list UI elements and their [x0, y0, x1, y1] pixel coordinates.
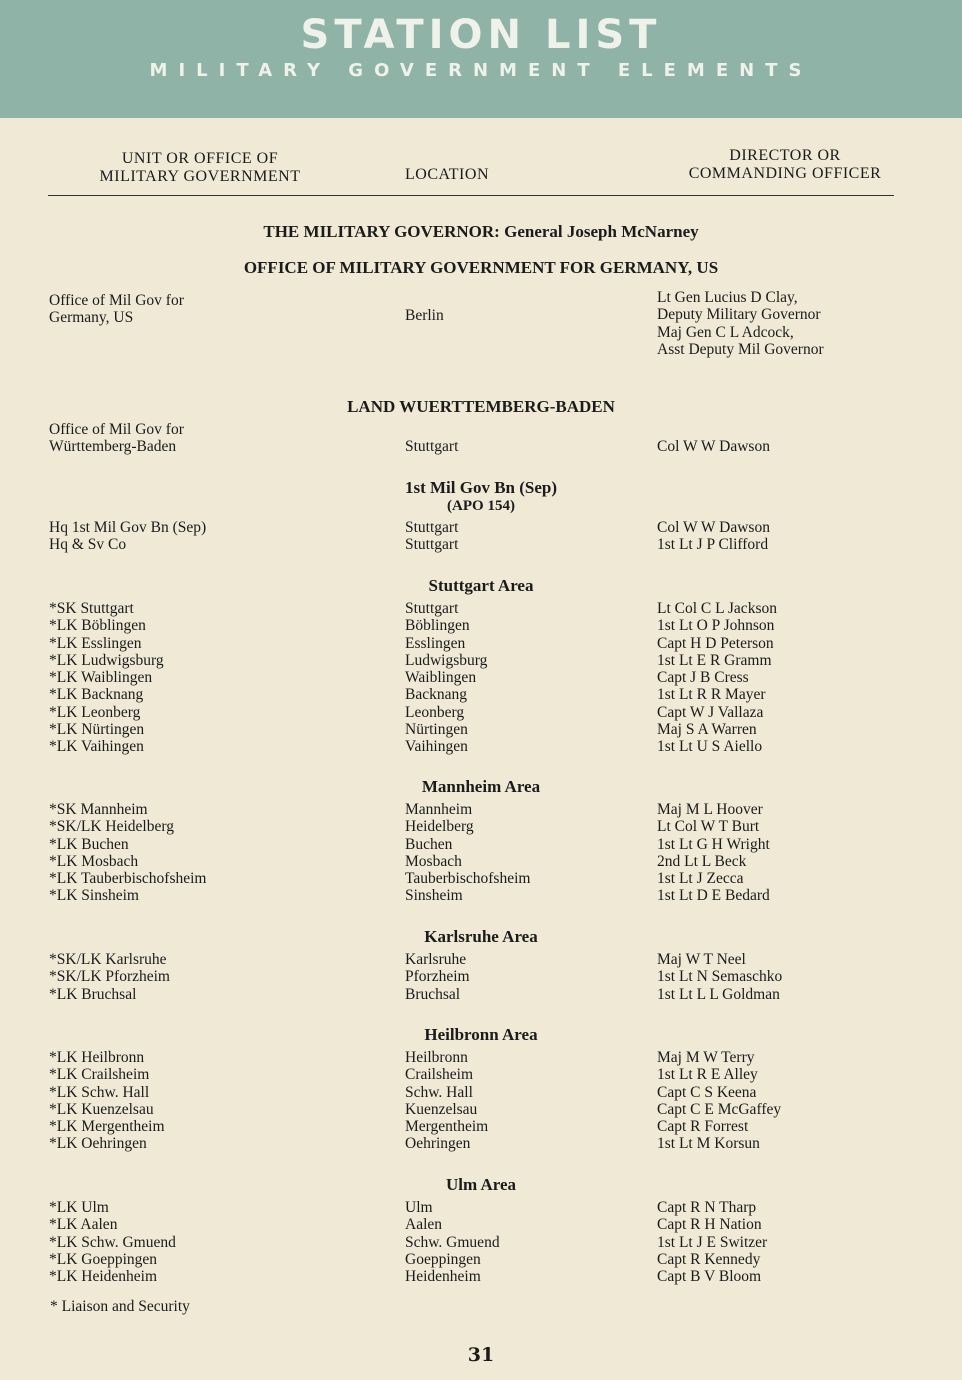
- table-row-location: Buchen: [405, 835, 453, 853]
- table-row-director: 1st Lt N Semaschko: [657, 968, 783, 986]
- area-heading: Ulm Area: [445, 1175, 517, 1194]
- land-heading: LAND WUERTTEMBERG-BADEN: [347, 397, 615, 416]
- table-row-unit: *LK Crailsheim: [49, 1066, 150, 1084]
- table-row-director: Maj S A Warren: [657, 721, 757, 739]
- table-row-unit: *SK/LK Karlsruhe: [49, 951, 167, 968]
- table-row-location: Kuenzelsau: [405, 1100, 478, 1118]
- area-column-director: [657, 1049, 781, 1153]
- table-row-unit: *LK Buchen: [49, 835, 129, 853]
- footnote: * Liaison and Security: [50, 1298, 190, 1315]
- table-row-unit: *SK/LK Pforzheim: [49, 968, 170, 986]
- table-row-location: Ludwigsburg: [405, 651, 488, 669]
- table-row-location: Schw. Gmuend: [405, 1233, 500, 1251]
- table-row-location: Mergentheim: [405, 1118, 489, 1136]
- battalion-heading: 1st Mil Gov Bn (Sep) (APO 154): [404, 478, 558, 514]
- area-heading: Stuttgart Area: [428, 576, 534, 595]
- table-row-location: Mannheim: [405, 801, 473, 818]
- table-row-unit: *LK Sinsheim: [49, 887, 139, 905]
- table-row-unit: *LK Mosbach: [49, 852, 139, 870]
- area-column-director: [657, 600, 777, 756]
- table-row-location: Esslingen: [405, 634, 466, 652]
- area-column-unit: [49, 951, 170, 1003]
- table-row-location: Aalen: [405, 1216, 443, 1234]
- table-row-director: Lt Col C L Jackson: [657, 600, 777, 617]
- table-row-director: 2nd Lt L Beck: [657, 852, 747, 870]
- table-row-director: 1st Lt L L Goldman: [657, 985, 780, 1003]
- land-office-director: Col W W Dawson: [657, 438, 770, 455]
- table-row-location: Heidenheim: [405, 1268, 481, 1286]
- table-row-director: Capt R N Tharp: [657, 1199, 757, 1216]
- governor-line: THE MILITARY GOVERNOR: General Joseph McNarney: [263, 222, 699, 241]
- table-row-director: 1st Lt J E Switzer: [657, 1233, 768, 1251]
- table-row-unit: *LK Aalen: [49, 1216, 118, 1234]
- table-row-unit: *LK Oehringen: [49, 1135, 147, 1153]
- column-header-location: LOCATION: [405, 166, 489, 183]
- table-row-director: Capt J B Cress: [657, 669, 749, 687]
- table-row-unit: *LK Ludwigsburg: [49, 651, 164, 669]
- battalion-directors: Col W W Dawson 1st Lt J P Clifford: [657, 519, 770, 554]
- table-row-director: Capt R Kennedy: [657, 1250, 761, 1268]
- table-row-location: Leonberg: [405, 703, 465, 721]
- table-row-director: 1st Lt J Zecca: [657, 870, 744, 888]
- table-row-unit: *LK Kuenzelsau: [49, 1100, 154, 1118]
- table-row-director: 1st Lt R E Alley: [657, 1066, 758, 1084]
- table-row-location: Bruchsal: [405, 985, 461, 1003]
- table-row-director: 1st Lt E R Gramm: [657, 651, 772, 669]
- table-row-location: Tauberbischofsheim: [405, 870, 531, 888]
- battalion-units: [49, 519, 206, 554]
- table-row: Hq 1st Mil Gov Bn (Sep): [49, 519, 207, 536]
- battalion-locations: Stuttgart Stuttgart: [405, 519, 459, 554]
- table-row-location: Sinsheim: [405, 887, 463, 905]
- table-row-location: Heidelberg: [405, 818, 474, 836]
- area-heading: Karlsruhe Area: [424, 927, 538, 946]
- table-row-unit: *LK Schw. Hall: [49, 1083, 150, 1101]
- table-row-location: Backnang: [405, 686, 467, 704]
- table-row-location: Stuttgart: [405, 600, 459, 617]
- table-row-unit: *LK Ulm: [49, 1199, 109, 1216]
- table-row-unit: *LK Heidenheim: [49, 1268, 158, 1286]
- table-row-director: 1st Lt M Korsun: [657, 1135, 760, 1153]
- table-row-director: Capt R H Nation: [657, 1216, 762, 1234]
- column-header-unit: UNIT OR OFFICE OF MILITARY GOVERNMENT: [99, 150, 301, 185]
- area-column-unit: [49, 801, 206, 905]
- table-row-director: 1st Lt U S Aiello: [657, 738, 763, 756]
- column-header-director: DIRECTOR OR COMMANDING OFFICER: [688, 147, 882, 182]
- table-row-location: Mosbach: [405, 852, 462, 870]
- area-column-location: [405, 600, 487, 756]
- table-row-location: Heilbronn: [405, 1049, 468, 1066]
- table-row-director: Lt Col W T Burt: [657, 818, 760, 836]
- table-row-director: Maj M L Hoover: [657, 801, 763, 818]
- table-row-location: Crailsheim: [405, 1066, 474, 1084]
- land-office-unit: Office of Mil Gov for Württemberg-Baden: [49, 421, 184, 456]
- table-row-unit: *LK Waiblingen: [49, 669, 153, 687]
- page-number: 31: [467, 1344, 495, 1366]
- table-row-location: Waiblingen: [405, 669, 477, 687]
- table-row-unit: *LK Tauberbischofsheim: [49, 870, 207, 888]
- table-row-location: Pforzheim: [405, 968, 470, 986]
- table-row-director: Capt B V Bloom: [657, 1268, 762, 1286]
- table-row-director: Maj M W Terry: [657, 1049, 755, 1066]
- table-row-unit: *LK Esslingen: [49, 634, 142, 652]
- table-row-director: Capt R Forrest: [657, 1118, 749, 1136]
- page-title: STATION LIST: [300, 12, 662, 58]
- table-row-director: Maj W T Neel: [657, 951, 746, 968]
- table-row-director: 1st Lt G H Wright: [657, 835, 770, 853]
- table-row-unit: *LK Heilbronn: [49, 1049, 145, 1066]
- area-column-director: [657, 1199, 767, 1285]
- table-row-location: Ulm: [405, 1199, 433, 1216]
- header-banner: [0, 0, 962, 118]
- table-row-director: Capt C S Keena: [657, 1083, 757, 1101]
- header-divider: [48, 195, 894, 196]
- area-column-location: [405, 1199, 500, 1285]
- table-row-location: Schw. Hall: [405, 1083, 473, 1101]
- page-subtitle: MILITARY GOVERNMENT ELEMENTS: [149, 60, 813, 81]
- area-column-director: [657, 801, 770, 905]
- omgus-location: Berlin: [405, 307, 444, 324]
- area-column-director: [657, 951, 782, 1003]
- table-row-director: 1st Lt O P Johnson: [657, 617, 775, 635]
- table-row-unit: *LK Backnang: [49, 686, 144, 704]
- table-row-location: Nürtingen: [405, 721, 468, 739]
- table-row: Hq & Sv Co: [49, 536, 127, 554]
- table-row-director: Capt C E McGaffey: [657, 1100, 782, 1118]
- area-heading: Mannheim Area: [421, 777, 541, 796]
- table-row-location: Goeppingen: [405, 1250, 481, 1268]
- land-office-location: Stuttgart: [405, 438, 459, 455]
- table-row-unit: *LK Böblingen: [49, 617, 146, 635]
- table-row-director: 1st Lt R R Mayer: [657, 686, 766, 704]
- omgus-heading: OFFICE OF MILITARY GOVERNMENT FOR GERMANY, US: [243, 258, 719, 277]
- area-heading: Heilbronn Area: [424, 1025, 538, 1044]
- table-row-unit: *LK Vaihingen: [49, 738, 144, 756]
- area-column-location: [405, 951, 470, 1003]
- table-row-unit: *SK/LK Heidelberg: [49, 818, 174, 836]
- area-column-unit: [49, 1049, 165, 1153]
- table-row-unit: *LK Schw. Gmuend: [49, 1233, 176, 1251]
- table-row-location: Vaihingen: [405, 738, 468, 756]
- omgus-director: Lt Gen Lucius D Clay, Deputy Military Governor Maj Gen C L Adcock, Asst Deputy Mil Governor: [657, 289, 824, 358]
- omgus-unit: Office of Mil Gov for Germany, US: [49, 292, 184, 327]
- table-row-unit: *SK Mannheim: [49, 801, 148, 818]
- table-row-location: Karlsruhe: [405, 951, 467, 968]
- area-column-unit: [49, 600, 164, 756]
- table-row-unit: *LK Goeppingen: [49, 1250, 158, 1268]
- table-row-unit: *LK Leonberg: [49, 703, 141, 721]
- area-column-unit: [49, 1199, 176, 1285]
- table-row-unit: *LK Bruchsal: [49, 985, 137, 1003]
- table-row-unit: *SK Stuttgart: [49, 600, 134, 617]
- area-column-location: [405, 801, 530, 905]
- table-row-unit: *LK Mergentheim: [49, 1118, 165, 1136]
- area-column-location: [405, 1049, 488, 1153]
- table-row-director: 1st Lt D E Bedard: [657, 887, 770, 905]
- table-row-unit: *LK Nürtingen: [49, 721, 145, 739]
- table-row-location: Böblingen: [405, 617, 470, 635]
- table-row-location: Oehringen: [405, 1135, 471, 1153]
- table-row-director: Capt H D Peterson: [657, 634, 774, 652]
- table-row-director: Capt W J Vallaza: [657, 703, 764, 721]
